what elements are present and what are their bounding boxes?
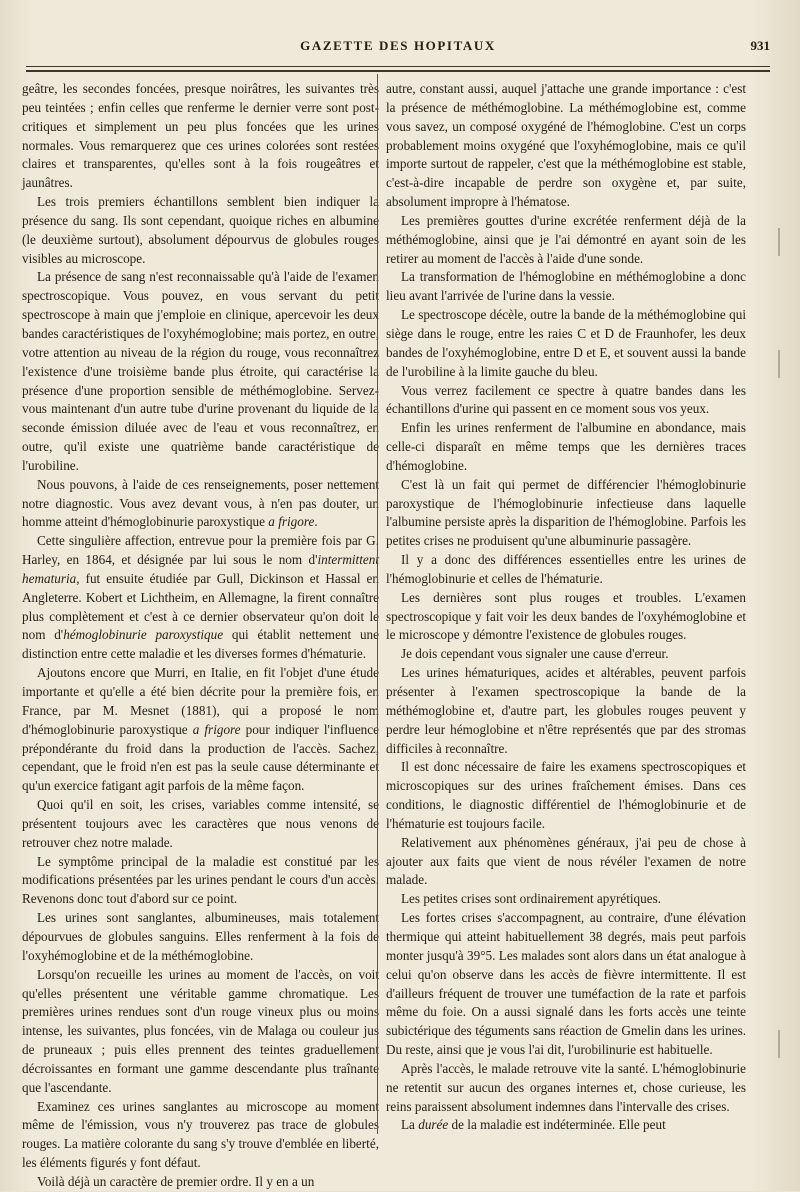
paragraph: Le symptôme principal de la maladie est constitué par les modifications présentées par les urines pendant le cours d'un accès. Revenons donc tout d'abord sur ce point. xyxy=(22,853,379,907)
paragraph: Examinez ces urines sanglantes au microscope au moment même de l'émission, vous n'y trouverez pas trace de globules rouges. La matière colorante du sang s'y trouve d'emblée en liberté, les éléments figurés y font défaut. xyxy=(22,1098,379,1171)
margin-bracket-mark xyxy=(778,350,790,378)
page-header xyxy=(26,38,770,60)
paragraph: Les urines sont sanglantes, albumineuses, mais totalement dépourvues de globules sanguins. Elles renferment à la fois de l'oxyhémoglobine et de la méthémoglobine. xyxy=(22,910,379,963)
paragraph: Le spectroscope décèle, outre la bande de la méthémoglobine qui siège dans le rouge, entre les raies C et D de Fraunhofer, les deux bandes de l'oxyhémoglobine, entre D et E, et souvent aussi la bande de l'urobiline à la limite gauche du bleu. xyxy=(386,307,746,379)
right-column xyxy=(386,80,746,1135)
paragraph: Nous pouvons, à l'aide de ces renseignements, poser nettement notre diagnostic. Vous avez devant vous, à n'en pas douter, un homme atteint d'hémoglobinurie paroxystique a frigore. xyxy=(22,476,379,530)
paragraph: Cette singulière affection, entrevue pour la première fois par G. Harley, en 1864, et désignée par lui sous le nom d'intermittent hematuria, fut ensuite étudiée par Gull, Dickinson et Hassal en Angleterre. Kobert et Lichtheim, en Allemagne, la firent connaître plus complètement et c'est à ce dernier observateur qu'on doit le nom d'hémoglobinurie paroxystique qui établit nettement une distinction entre cette maladie et les diverses formes d'hématurie. xyxy=(22,533,379,662)
paragraph: Je dois cependant vous signaler une cause d'erreur. xyxy=(401,646,669,662)
paragraph: La transformation de l'hémoglobine en méthémoglobine a donc lieu avant l'arrivée de l'urine dans la vessie. xyxy=(386,269,746,304)
paragraph: Les fortes crises s'accompagnent, au contraire, d'une élévation thermique qui atteint habituellement 38 degrés, mais peut parfois monter jusqu'à 39°5. Les malades sont alors dans un état analogue à celui qu'on observe dans les accès de fièvre intermittente. Il est d'ailleurs fréquent de trouver une tuméfaction de la rate et parfois même du foie. On a aussi signalé dans les forts accès une teinte subictérique des téguments sans réaction de Gmelin dans les urines. Du reste, ainsi que je vous l'ai dit, l'urobilinurie est habituelle. xyxy=(386,910,746,1058)
column-divider xyxy=(377,74,378,1134)
paragraph: Quoi qu'il en soit, les crises, variables comme intensité, se présentent toujours avec les caractères que nous venons de retrouver chez notre malade. xyxy=(22,797,379,850)
paragraph: La durée de la maladie est indéterminée. Elle peut xyxy=(401,1117,666,1133)
paragraph: Les dernières sont plus rouges et troubles. L'examen spectroscopique y fait voir les deux bandes de l'oxyhémoglobine et le microscope y démontre l'existence de globules rouges. xyxy=(386,589,746,643)
margin-bracket-mark xyxy=(778,228,790,256)
paragraph: Les premières gouttes d'urine excrétée renferment déjà de la méthémoglobine, ainsi que je l'ai démontré en ayant soin de les retirer au moment de l'accès à l'aide d'une sonde. xyxy=(386,212,746,266)
margin-bracket-mark xyxy=(778,1030,790,1058)
paragraph-continued: geâtre, les secondes foncées, presque noirâtres, les suivantes très peu teintées ; enfin celles que renferme le dernier verre sont post-critiques et simplement un peu plus foncées que les urines normales. Vous remarquerez que ces urines colorées sont restées claires et transparentes, qu'elles sont à la fois rougeâtres et jaunâtres. xyxy=(22,81,379,191)
header-rule-thin xyxy=(26,66,770,67)
paragraph: Enfin les urines renferment de l'albumine en abondance, mais celle-ci disparaît en même temps que les dernières traces d'hémoglobine. xyxy=(386,420,746,473)
running-head-title: GAZETTE DES HOPITAUX xyxy=(300,38,496,53)
page-number: 931 xyxy=(750,38,770,53)
left-column xyxy=(22,80,379,1192)
paragraph: La présence de sang n'est reconnaissable qu'à l'aide de l'examen spectroscopique. Vous pouvez, en vous servant du petit spectroscope à main que j'emploie en clinique, apercevoir les deux bandes caractéristiques de l'oxyhémoglobine; mais portez, en outre, votre attention au niveau de la région du rouge, vous reconnaîtrez l'existence d'une troisième bande plus étroite, qui caractérise la présence d'une proportion sensible de méthémoglobine. Servez-vous maintenant d'un autre tube d'urine provenant du liquide de la seconde émission diluée avec de l'eau et vous reconnaîtrez, en outre, qu'il existe une quatrième bande caractéristique de l'urobiline. xyxy=(22,269,379,473)
paragraph: Après l'accès, le malade retrouve vite la santé. L'hémoglobinurie ne retentit sur aucun des organes internes et, chose curieuse, les reins paraissent absolument indemnes dans l'intervalle des crises. xyxy=(386,1060,746,1114)
paragraph-continued: autre, constant aussi, auquel j'attache une grande importance : c'est la présence de méthémoglobine. La méthémoglobine est, comme vous savez, un composé oxygéné de l'hémoglobine. C'est un corps probablement moins oxygéné que l'oxyhémoglobine, mais ce qu'il importe surtout de rappeler, c'est que la méthémoglobine est stable, c'est-à-dire incapable de perdre son oxygène et, par suite, absolument impropre à l'hématose. xyxy=(386,81,746,210)
paragraph: Il y a donc des différences essentielles entre les urines de l'hémoglobinurie et celles de l'hématurie. xyxy=(386,552,746,586)
paragraph: Il est donc nécessaire de faire les examens spectroscopiques et microscopiques sur des urines fraîchement émises. Dans ces conditions, le diagnostic différentiel de l'hémoglobinurie et de l'hématurie est toujours facile. xyxy=(386,759,746,831)
paragraph: C'est là un fait qui permet de différencier l'hémoglobinurie paroxystique de l'hémoglobinurie infectieuse dans laquelle l'albumine persiste après la disparition de l'hémoglobine. Parfois les petites crises ne produisent qu'une albuminurie passagère. xyxy=(386,476,746,549)
paragraph: Les urines hématuriques, acides et altérables, peuvent parfois présenter à l'examen spectroscopique la bande de la méthémoglobine et, d'autre part, les globules rouges peuvent y perdre leur hémoglobine et n'être représentés que par des stromas difficiles à reconnaître. xyxy=(386,665,746,756)
header-rule-thick xyxy=(26,70,770,72)
paragraph: Les petites crises sont ordinairement apyrétiques. xyxy=(401,891,662,907)
paragraph: Vous verrez facilement ce spectre à quatre bandes dans les échantillons d'urine qui passent en ce moment sous vos yeux. xyxy=(386,382,746,417)
paragraph: Les trois premiers échantillons semblent bien indiquer la présence du sang. Ils sont cependant, quoique riches en albumine (le deuxième surtout), absolument dépourvus de globules rouges visibles au microscope. xyxy=(22,194,379,266)
paragraph: Ajoutons encore que Murri, en Italie, en fit l'objet d'une étude importante et qu'elle a été bien décrite pour la première fois, en France, par M. Mesnet (1881), qui a proposé le nom d'hémoglobinurie paroxystique a frigore pour indiquer l'influence prépondérante du froid dans la production de l'accès. Sachez, cependant, que le froid n'en est pas la seule cause déterminante et qu'un exercice fatigant agit parfois de la même façon. xyxy=(22,665,379,794)
paragraph: Relativement aux phénomènes généraux, j'ai peu de chose à ajouter aux faits que vient de nous révéler l'examen de notre malade. xyxy=(386,834,746,888)
paragraph: Voilà déjà un caractère de premier ordre. Il y en a un xyxy=(37,1173,315,1189)
paragraph: Lorsqu'on recueille les urines au moment de l'accès, on voit qu'elles présentent une véritable gamme chromatique. Les premières urines rendues sont d'un rouge vineux plus ou moins intense, les suivantes, plus foncées, vin de Malaga ou couleur jus de pruneaux ; puis elles prennent des teintes graduellement décroissantes en formant une gamme descendante plus traînante que l'ascendante. xyxy=(22,966,379,1095)
